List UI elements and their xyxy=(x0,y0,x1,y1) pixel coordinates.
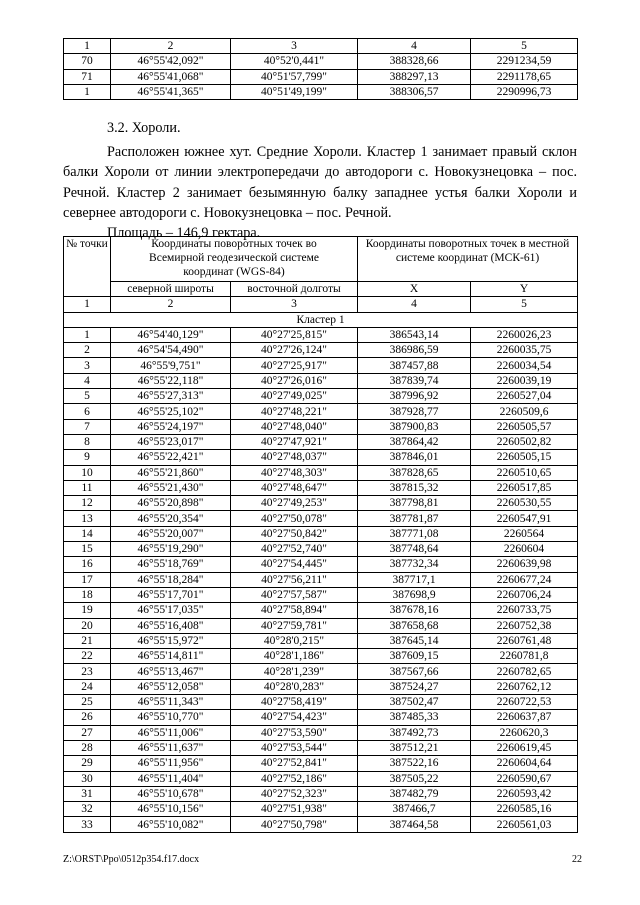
table-cell: 5 xyxy=(471,39,578,54)
table-cell: 70 xyxy=(64,54,111,69)
table-cell: 28 xyxy=(64,740,111,755)
table-cell: 33 xyxy=(64,817,111,832)
table-cell: 40°27'50,842" xyxy=(231,526,358,541)
table-cell: 46°55'10,156" xyxy=(111,802,231,817)
table-cell: 40°27'51,938" xyxy=(231,802,358,817)
table-cell: 40°27'58,894" xyxy=(231,603,358,618)
table-cell: 71 xyxy=(64,69,111,84)
table-cell: 2260547,91 xyxy=(471,511,578,526)
table-cell: 46°55'24,197" xyxy=(111,419,231,434)
table-row xyxy=(64,404,578,419)
table-cell: 1 xyxy=(64,297,111,312)
area-paragraph: Площадь – 146,9 гектара. xyxy=(107,225,261,242)
table-row xyxy=(64,54,578,69)
table-cell: 46°55'41,068" xyxy=(111,69,231,84)
table-cell: 40°27'25,917" xyxy=(231,358,358,373)
table-row xyxy=(64,710,578,725)
table-cell: 2260620,3 xyxy=(471,725,578,740)
table-row xyxy=(64,480,578,495)
table-cell: 40°27'54,445" xyxy=(231,557,358,572)
table-cell: 40°28'0,283" xyxy=(231,679,358,694)
table-cell: 46°55'9,751" xyxy=(111,358,231,373)
table-cell: 387698,9 xyxy=(358,587,471,602)
table-cell: 2260639,98 xyxy=(471,557,578,572)
subheader-latitude: северной широты xyxy=(111,282,231,297)
table-cell: 46°55'19,290" xyxy=(111,542,231,557)
table-cell: 2260752,38 xyxy=(471,618,578,633)
top-coordinates-table xyxy=(63,38,578,100)
table-cell: 2291178,65 xyxy=(471,69,578,84)
table-cell: 40°27'26,016" xyxy=(231,373,358,388)
table-cell: 40°27'49,253" xyxy=(231,496,358,511)
table-cell: 23 xyxy=(64,664,111,679)
table-row xyxy=(64,557,578,572)
table-cell: 46°55'42,092" xyxy=(111,54,231,69)
table-cell: 12 xyxy=(64,496,111,511)
header-wgs84: Координаты поворотных точек во Всемирной геодезической системе координат (WGS-84) xyxy=(111,237,358,282)
description-paragraph: Расположен южнее хут. Средние Хороли. Кластер 1 занимает правый склон балки Хороли от линии электропередачи до автодороги с. Новокузнецовка – пос. Речной. Кластер 2 занимает безымянную балку западнее устья балки Хороли и севернее автодороги с. Новокузнецовка – пос. Речной. xyxy=(63,144,577,221)
table-cell: 40°27'49,025" xyxy=(231,389,358,404)
table-row xyxy=(64,603,578,618)
table-cell: 10 xyxy=(64,465,111,480)
table-cell: 2260722,53 xyxy=(471,695,578,710)
table-cell: 2260762,12 xyxy=(471,679,578,694)
table-cell: 40°28'0,215" xyxy=(231,633,358,648)
table-cell: 14 xyxy=(64,526,111,541)
table-row xyxy=(64,633,578,648)
table-cell: 2 xyxy=(64,343,111,358)
table-cell: 387482,79 xyxy=(358,786,471,801)
table-cell: 387505,22 xyxy=(358,771,471,786)
table-row xyxy=(64,572,578,587)
table-cell: 387732,34 xyxy=(358,557,471,572)
table-row xyxy=(64,695,578,710)
table-cell: 2260564 xyxy=(471,526,578,541)
table-row xyxy=(64,358,578,373)
table-cell: 387522,16 xyxy=(358,756,471,771)
table-cell: 40°51'49,199" xyxy=(231,84,358,99)
table-cell: 21 xyxy=(64,633,111,648)
table-cell: 387567,66 xyxy=(358,664,471,679)
table-cell: 46°55'18,769" xyxy=(111,557,231,572)
table-cell: 2260590,67 xyxy=(471,771,578,786)
table-cell: 2260502,82 xyxy=(471,434,578,449)
coordinates-table xyxy=(63,236,578,833)
column-number-row xyxy=(64,297,578,312)
subheader-y: Y xyxy=(471,282,578,297)
table-cell: 22 xyxy=(64,649,111,664)
table-cell: 46°55'25,102" xyxy=(111,404,231,419)
table-cell: 46°55'41,365" xyxy=(111,84,231,99)
table-cell: 40°27'56,211" xyxy=(231,572,358,587)
table-row xyxy=(64,450,578,465)
table-cell: 46°55'15,972" xyxy=(111,633,231,648)
table-cell: 387846,01 xyxy=(358,450,471,465)
table-cell: 40°27'52,841" xyxy=(231,756,358,771)
table-cell: Кластер 1 xyxy=(64,312,578,327)
table-cell: 46°55'18,284" xyxy=(111,572,231,587)
table-cell: 40°27'59,781" xyxy=(231,618,358,633)
table-cell: 6 xyxy=(64,404,111,419)
table-cell: 46°55'21,860" xyxy=(111,465,231,480)
table-cell: 388306,57 xyxy=(358,84,471,99)
table-cell: 46°55'11,006" xyxy=(111,725,231,740)
table-cell: 2260026,23 xyxy=(471,327,578,342)
table-row xyxy=(64,802,578,817)
table-header-row xyxy=(64,237,578,282)
table-row xyxy=(64,496,578,511)
table-row xyxy=(64,434,578,449)
table-row xyxy=(64,419,578,434)
table-cell: 46°55'20,354" xyxy=(111,511,231,526)
table-row xyxy=(64,771,578,786)
table-cell: 2260604,64 xyxy=(471,756,578,771)
table-cell: 31 xyxy=(64,786,111,801)
table-cell: 387864,42 xyxy=(358,434,471,449)
table-cell: 26 xyxy=(64,710,111,725)
table-cell: 46°55'11,956" xyxy=(111,756,231,771)
table-cell: 387658,68 xyxy=(358,618,471,633)
table-cell: 2 xyxy=(111,297,231,312)
table-subheader-row xyxy=(64,282,578,297)
table-cell: 2260505,15 xyxy=(471,450,578,465)
table-cell: 4 xyxy=(358,39,471,54)
table-cell: 5 xyxy=(471,297,578,312)
table-cell: 40°27'52,323" xyxy=(231,786,358,801)
table-cell: 387678,16 xyxy=(358,603,471,618)
table-cell: 8 xyxy=(64,434,111,449)
table-cell: 388297,13 xyxy=(358,69,471,84)
table-cell: 386986,59 xyxy=(358,343,471,358)
table-row xyxy=(64,373,578,388)
table-cell: 40°28'1,186" xyxy=(231,649,358,664)
table-cell: 30 xyxy=(64,771,111,786)
subheader-x: X xyxy=(358,282,471,297)
table-cell: 2260781,8 xyxy=(471,649,578,664)
table-cell: 40°27'48,303" xyxy=(231,465,358,480)
table-cell: 387464,58 xyxy=(358,817,471,832)
table-cell: 387996,92 xyxy=(358,389,471,404)
table-cell: 40°28'1,239" xyxy=(231,664,358,679)
table-row xyxy=(64,618,578,633)
table-row xyxy=(64,725,578,740)
table-cell: 29 xyxy=(64,756,111,771)
table-cell: 46°55'21,430" xyxy=(111,480,231,495)
table-cell: 387828,65 xyxy=(358,465,471,480)
table-cell: 1 xyxy=(64,84,111,99)
table-cell: 40°27'26,124" xyxy=(231,343,358,358)
table-cell: 46°55'14,811" xyxy=(111,649,231,664)
table-cell: 40°27'53,590" xyxy=(231,725,358,740)
table-cell: 2260619,45 xyxy=(471,740,578,755)
cluster-row xyxy=(64,312,578,327)
footer-file-path: Z:\ORST\Ppo\0512p354.f17.docx xyxy=(63,854,200,865)
table-cell: 7 xyxy=(64,419,111,434)
table-cell: 40°27'50,078" xyxy=(231,511,358,526)
table-row xyxy=(64,679,578,694)
table-cell: 387771,08 xyxy=(358,526,471,541)
table-cell: 46°55'20,007" xyxy=(111,526,231,541)
table-cell: 3 xyxy=(231,297,358,312)
table-cell: 46°55'22,421" xyxy=(111,450,231,465)
table-cell: 40°27'52,186" xyxy=(231,771,358,786)
section-text xyxy=(63,142,577,243)
table-cell: 2260585,16 xyxy=(471,802,578,817)
table-cell: 387717,1 xyxy=(358,572,471,587)
table-cell: 2260561,03 xyxy=(471,817,578,832)
table-cell: 2260039,19 xyxy=(471,373,578,388)
table-cell: 16 xyxy=(64,557,111,572)
table-cell: 46°54'54,490" xyxy=(111,343,231,358)
table-cell: 2260733,75 xyxy=(471,603,578,618)
table-cell: 1 xyxy=(64,327,111,342)
table-cell: 46°55'11,637" xyxy=(111,740,231,755)
table-cell: 2260530,55 xyxy=(471,496,578,511)
table-row xyxy=(64,664,578,679)
table-row xyxy=(64,756,578,771)
table-row xyxy=(64,511,578,526)
table-cell: 40°27'47,921" xyxy=(231,434,358,449)
table-cell: 17 xyxy=(64,572,111,587)
table-cell: 40°27'48,040" xyxy=(231,419,358,434)
table-cell: 46°55'13,467" xyxy=(111,664,231,679)
table-cell: 2260527,04 xyxy=(471,389,578,404)
table-cell: 5 xyxy=(64,389,111,404)
table-cell: 46°55'11,343" xyxy=(111,695,231,710)
table-cell: 27 xyxy=(64,725,111,740)
table-cell: 2260761,48 xyxy=(471,633,578,648)
table-cell: 25 xyxy=(64,695,111,710)
table-cell: 46°55'20,898" xyxy=(111,496,231,511)
table-cell: 46°55'12,058" xyxy=(111,679,231,694)
table-row xyxy=(64,343,578,358)
table-cell: 13 xyxy=(64,511,111,526)
table-cell: 32 xyxy=(64,802,111,817)
table-cell: 4 xyxy=(358,297,471,312)
table-cell: 2260706,24 xyxy=(471,587,578,602)
table-row xyxy=(64,69,578,84)
table-row xyxy=(64,740,578,755)
table-cell: 387798,81 xyxy=(358,496,471,511)
section-heading: 3.2. Хороли. xyxy=(107,120,181,136)
table-cell: 40°27'54,423" xyxy=(231,710,358,725)
table-cell: 387748,64 xyxy=(358,542,471,557)
table-cell: 386543,14 xyxy=(358,327,471,342)
table-cell: 387609,15 xyxy=(358,649,471,664)
table-cell: 46°55'16,408" xyxy=(111,618,231,633)
table-cell: 2260604 xyxy=(471,542,578,557)
table-row xyxy=(64,649,578,664)
table-cell: 46°55'10,678" xyxy=(111,786,231,801)
table-cell: 9 xyxy=(64,450,111,465)
table-cell: 387457,88 xyxy=(358,358,471,373)
table-cell: 387492,73 xyxy=(358,725,471,740)
table-cell: 46°55'22,118" xyxy=(111,373,231,388)
table-row xyxy=(64,542,578,557)
table-cell: 40°27'57,587" xyxy=(231,587,358,602)
table-cell: 3 xyxy=(64,358,111,373)
table-cell: 40°27'48,647" xyxy=(231,480,358,495)
table-cell: 387839,74 xyxy=(358,373,471,388)
table-cell: 40°27'48,037" xyxy=(231,450,358,465)
table-cell: 18 xyxy=(64,587,111,602)
table-cell: 46°55'23,017" xyxy=(111,434,231,449)
table-cell: 11 xyxy=(64,480,111,495)
table-cell: 20 xyxy=(64,618,111,633)
table-cell: 15 xyxy=(64,542,111,557)
table-row xyxy=(64,786,578,801)
table-cell: 40°27'50,798" xyxy=(231,817,358,832)
table-cell: 46°55'17,701" xyxy=(111,587,231,602)
table-cell: 387512,21 xyxy=(358,740,471,755)
table-cell: 2290996,73 xyxy=(471,84,578,99)
table-cell: 387502,47 xyxy=(358,695,471,710)
page-number: 22 xyxy=(572,854,582,865)
table-cell: 2260505,57 xyxy=(471,419,578,434)
table-row xyxy=(64,465,578,480)
table-cell: 3 xyxy=(231,39,358,54)
table-cell: 2260517,85 xyxy=(471,480,578,495)
table-cell: 46°55'10,770" xyxy=(111,710,231,725)
table-cell: 40°27'58,419" xyxy=(231,695,358,710)
table-cell: 46°55'10,082" xyxy=(111,817,231,832)
subheader-longitude: восточной долготы xyxy=(231,282,358,297)
table-cell: 1 xyxy=(64,39,111,54)
table-cell: 387485,33 xyxy=(358,710,471,725)
table-row xyxy=(64,587,578,602)
header-point-number: № точки xyxy=(64,237,111,297)
table-cell: 40°27'53,544" xyxy=(231,740,358,755)
table-cell: 387781,87 xyxy=(358,511,471,526)
table-cell: 2 xyxy=(111,39,231,54)
table-row xyxy=(64,526,578,541)
table-cell: 46°54'40,129" xyxy=(111,327,231,342)
table-row xyxy=(64,327,578,342)
table-cell: 2260637,87 xyxy=(471,710,578,725)
table-cell: 40°52'0,441" xyxy=(231,54,358,69)
table-cell: 40°51'57,799" xyxy=(231,69,358,84)
header-msk61: Координаты поворотных точек в местной системе координат (МСК-61) xyxy=(358,237,578,282)
table-cell: 387815,32 xyxy=(358,480,471,495)
table-cell: 2260677,24 xyxy=(471,572,578,587)
table-row xyxy=(64,84,578,99)
table-cell: 40°27'48,221" xyxy=(231,404,358,419)
column-number-row xyxy=(64,39,578,54)
table-cell: 2260593,42 xyxy=(471,786,578,801)
table-cell: 2260782,65 xyxy=(471,664,578,679)
table-cell: 2260035,75 xyxy=(471,343,578,358)
table-cell: 387928,77 xyxy=(358,404,471,419)
table-cell: 40°27'52,740" xyxy=(231,542,358,557)
table-cell: 2260510,65 xyxy=(471,465,578,480)
table-row xyxy=(64,389,578,404)
table-cell: 2260034,54 xyxy=(471,358,578,373)
table-cell: 2260509,6 xyxy=(471,404,578,419)
table-cell: 388328,66 xyxy=(358,54,471,69)
table-cell: 387524,27 xyxy=(358,679,471,694)
table-cell: 40°27'25,815" xyxy=(231,327,358,342)
table-row xyxy=(64,817,578,832)
table-cell: 4 xyxy=(64,373,111,388)
table-cell: 46°55'17,035" xyxy=(111,603,231,618)
table-cell: 46°55'11,404" xyxy=(111,771,231,786)
table-cell: 387645,14 xyxy=(358,633,471,648)
table-cell: 2291234,59 xyxy=(471,54,578,69)
table-cell: 46°55'27,313" xyxy=(111,389,231,404)
table-cell: 24 xyxy=(64,679,111,694)
table-cell: 19 xyxy=(64,603,111,618)
table-cell: 387900,83 xyxy=(358,419,471,434)
table-cell: 387466,7 xyxy=(358,802,471,817)
